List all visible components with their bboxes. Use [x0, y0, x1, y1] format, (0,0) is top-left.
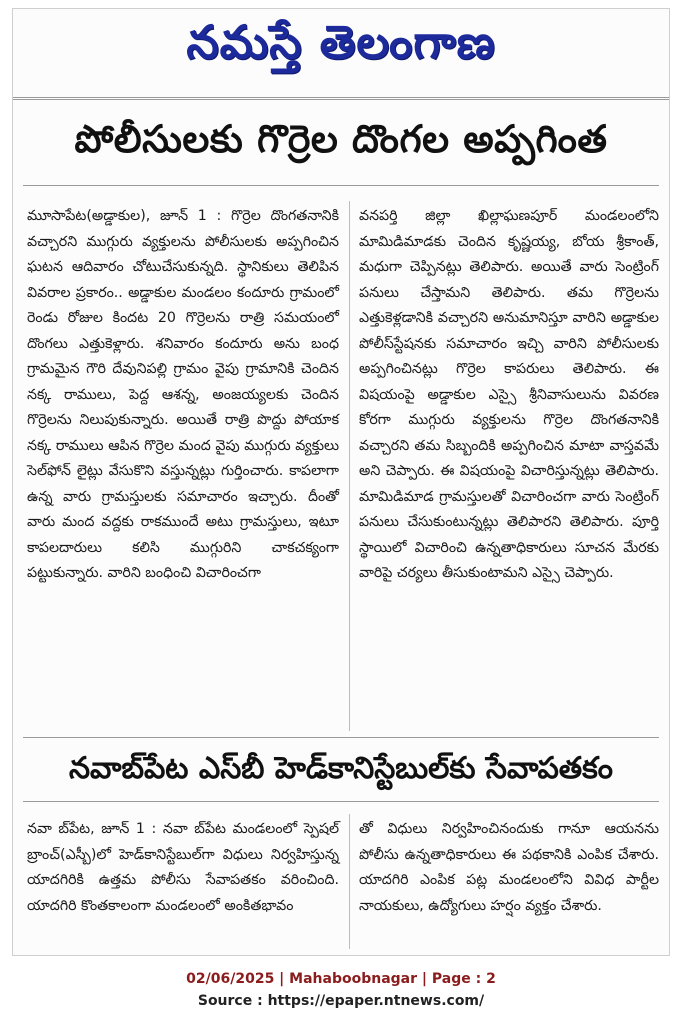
article-2-column-2 [359, 817, 659, 919]
column-separator-2 [349, 814, 350, 949]
article-1-body-left: మూసాపేట(అడ్డాకుల), జూన్ 1 : గొర్రెల దొంగతనానికి వచ్చారని ముగ్గురు వ్యక్తులను పోలీసులకు అప్పగించిన ఘటన ఆదివారం చోటుచేసుకున్నది. స్థానికులు తెలిపిన వివరాల ప్రకారం.. అడ్డాకుల మండలం కందూరు గ్రామంలో రెండు రోజుల కిందట 20 గొర్రెలను రాత్రి సమయంలో దొంగలు ఎత్తుకెళ్లారు. శనివారం కందూరు అను బంధ గ్రామమైన గౌరి దేవునిపల్లి గ్రామం వైపు గ్రామానికి చెందిన నక్క రాములు, పెద్ద ఆశన్న, అంజయ్యలకు చెందిన గొర్రెలను నిలుపుకున్నారు. అయితే రాత్రి పొద్దు పోయాక నక్క రాములు ఆపిన గొర్రెల మంద వైపు ముగ్గురు వ్యక్తులు సెల్‌ఫోన్ లైట్లు వేసుకొని వస్తున్నట్లు గుర్తించారు. కాపలాగా ఉన్న వారు గ్రామస్తులకు సమాచారం ఇచ్చారు. దీంతో వారు మంద వద్దకు రాకముందే అటు గ్రామస్తులు, ఇటూ కాపలదారులు కలిసి ముగ్గురిని చాకచక్యంగా పట్టుకున్నారు. వారిని బంధించి విచారించగా [27, 208, 339, 581]
masthead-title: నమస్తే తెలంగాణ [186, 15, 496, 69]
headline-divider [23, 185, 659, 186]
article-divider [23, 737, 659, 738]
article-1-column-2 [359, 204, 659, 587]
column-separator [349, 201, 350, 731]
headline-2-divider [23, 801, 659, 802]
article-1-column-1 [27, 204, 339, 587]
article-2-body-right: తో విధులు నిర్వహించినందుకు గానూ ఆయనను పోలీసు ఉన్నతాధికారులు ఈ పథకానికి ఎంపిక చేశారు. యాదగిరి ఎంపిక పట్ల మండలంలోని వివిధ పార్టీల నాయకులు, ఉద్యోగులు హర్షం వ్యక్తం చేశారు. [359, 821, 659, 914]
article-1-body-right: వనపర్తి జిల్లా ఖిల్లాఘణపూర్ మండలంలోని మామిడిమాడకు చెందిన కృష్ణయ్య, బోయ శ్రీకాంత్, మధుగా చెప్పినట్లు తెలిపారు. అయితే వారు సెంట్రింగ్ పనులు చేస్తామని తెలిపారు. తమ గొర్రెలను ఎత్తుకెళ్లడానికి వచ్చారని అనుమానిస్తూ వారిని అడ్డాకుల పోలీస్‌స్టేషనకు సమాచారం ఇచ్చి వారిని పోలీసులకు అప్పగించినట్లు గొర్రెల కాపరులు తెలిపారు. ఈ విషయంపై అడ్డాకుల ఎస్సై శ్రీనివాసులును వివరణ కోరగా ముగ్గురు వ్యక్తులను గొర్రెల దొంగతనానికి వచ్చారని తమ సిబ్బందికి అప్పగించిన మాటా వాస్తవమే అని చెప్పారు. ఈ విషయంపై విచారిస్తున్నట్లు తెలిపారు. మామిడిమాడ గ్రామస్తులతో విచారించగా వారు సెంట్రింగ్ పనులు చేసుకుంటున్నట్లు తెలిపారని తెలిపారు. పూర్తి స్థాయిలో విచారించి ఉన్నతాధికారులు సూచన మేరకు వారిపై చర్యలు తీసుకుంటామని ఎస్సై చెప్పారు. [359, 208, 659, 581]
masthead-divider-thin [13, 99, 669, 100]
source-link[interactable]: Source : https://epaper.ntnews.com/ [197, 993, 485, 1009]
dateline: 02/06/2025 | Mahaboobnagar | Page : 2 [186, 971, 496, 987]
article-2-body-left: నవా బ్‌పేట, జూన్ 1 : నవా బ్‌పేట మండలంలో స్పెషల్ బ్రాంచ్(ఎస్బీ)లో హెడ్‌కానిస్టేబుల్‌గా విధులు నిర్వహిస్తున్న యాదగిరికి ఉత్తమ పోలీసు సేవాపతకం వరించింది. యాదగిరి కొంతకాలంగా మండలంలో అంకితభావం [27, 821, 339, 914]
article-2-column-1 [27, 817, 339, 919]
article-2-headline: నవాబ్‌పేట ఎస్‌బీ హెడ్‌కానిస్టేబుల్‌కు సేవాపతకం [68, 751, 614, 786]
newspaper-clipping [12, 8, 670, 956]
masthead-divider [13, 97, 669, 98]
article-1-headline: పోలీసులకు గొర్రెల దొంగల అప్పగింత [74, 117, 608, 161]
masthead [13, 15, 669, 79]
